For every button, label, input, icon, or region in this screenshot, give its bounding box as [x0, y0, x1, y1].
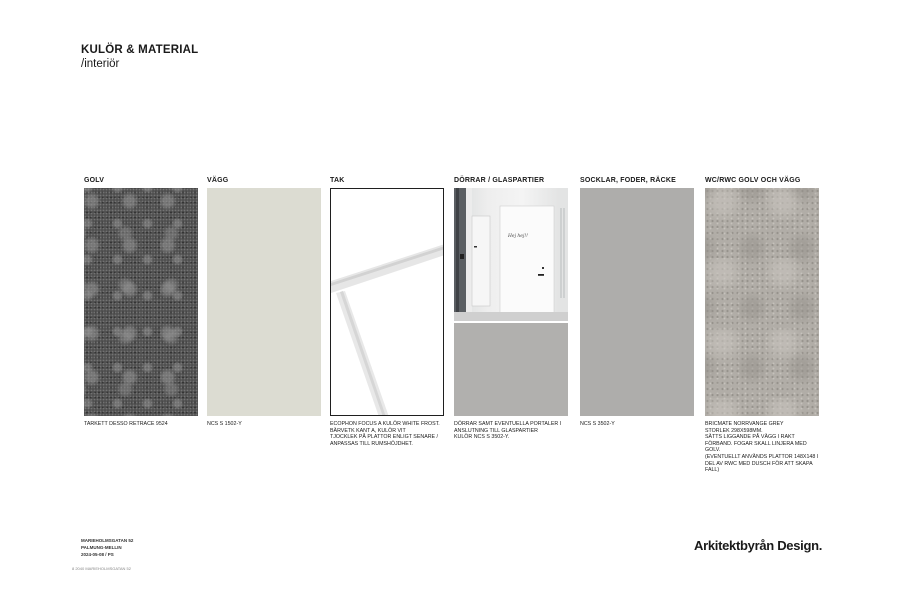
material-column-tak [330, 176, 444, 447]
material-column-socklar [580, 176, 694, 428]
page-number-line: 8 2040 MARIEHOLMSGATAN 52 [72, 566, 131, 571]
column-description: NCS S 1502-Y [207, 421, 242, 427]
footer-date: 2024-05-08 / PS [81, 552, 114, 557]
footer-address: MARIEHOLMSGATAN 52 [81, 538, 134, 543]
footer-client: PALMUNG-MELLIN [81, 545, 122, 550]
material-column-wc [705, 176, 819, 474]
column-description: TARKETT DESSO RETRACE 9524 [84, 421, 168, 427]
brand-logo-text: Arkitektbyrån Design. [694, 538, 823, 553]
column-description: ECOPHON FOCUS A KULÖR WHITE FROST. BÄRVETK KANT A, KULÖR VIT TJOCKLEK PÅ PLATTOR ENLIGT SENARE / ANPASSAS TILL RUMSHÖJDHET. [330, 421, 440, 447]
column-label: TAK [330, 177, 345, 184]
column-label: GOLV [84, 177, 105, 184]
door-swatch-group [454, 188, 568, 416]
carpet-swatch [84, 188, 198, 416]
door-sign-text: Hej hej!! [508, 234, 528, 239]
material-column-vagg [207, 176, 321, 428]
ceiling-panel-swatch [330, 188, 444, 416]
page-title: KULÖR & MATERIAL [81, 44, 199, 56]
door-photo [454, 188, 568, 321]
material-column-golv [84, 176, 198, 428]
column-description: NCS S 3502-Y [580, 421, 615, 427]
page-subtitle: /interiör [81, 58, 120, 70]
wall-color-swatch [207, 188, 321, 416]
material-column-dorrar [454, 176, 568, 441]
skirting-color-swatch [580, 188, 694, 416]
column-label: VÄGG [207, 177, 229, 184]
tile-swatch [705, 188, 819, 416]
column-description: DÖRRAR SAMT EVENTUELLA PORTALER I ANSLUTNING TILL GLASPARTIER KULÖR NCS S 3502-Y. [454, 421, 562, 441]
door-color-swatch [454, 323, 568, 416]
column-label: DÖRRAR / GLASPARTIER [454, 177, 545, 184]
ceiling-grid-image [331, 189, 444, 416]
column-label: SOCKLAR, FODER, RÄCKE [580, 177, 676, 184]
column-label: WC/RWC GOLV OCH VÄGG [705, 177, 801, 184]
column-description: BRICMATE NORRVANGE GREY STORLEK 298X598MM. SÄTTS LIGGANDE PÅ VÄGG I RAKT FÖRBAND. FOGAR SKALL LINJERA MED GOLV. (EVENTUELLT ANVÄNDS PLATTOR 148X148 I DEL AV RWC MED DUSCH FÖR ATT SKAPA FALL) [705, 421, 819, 474]
